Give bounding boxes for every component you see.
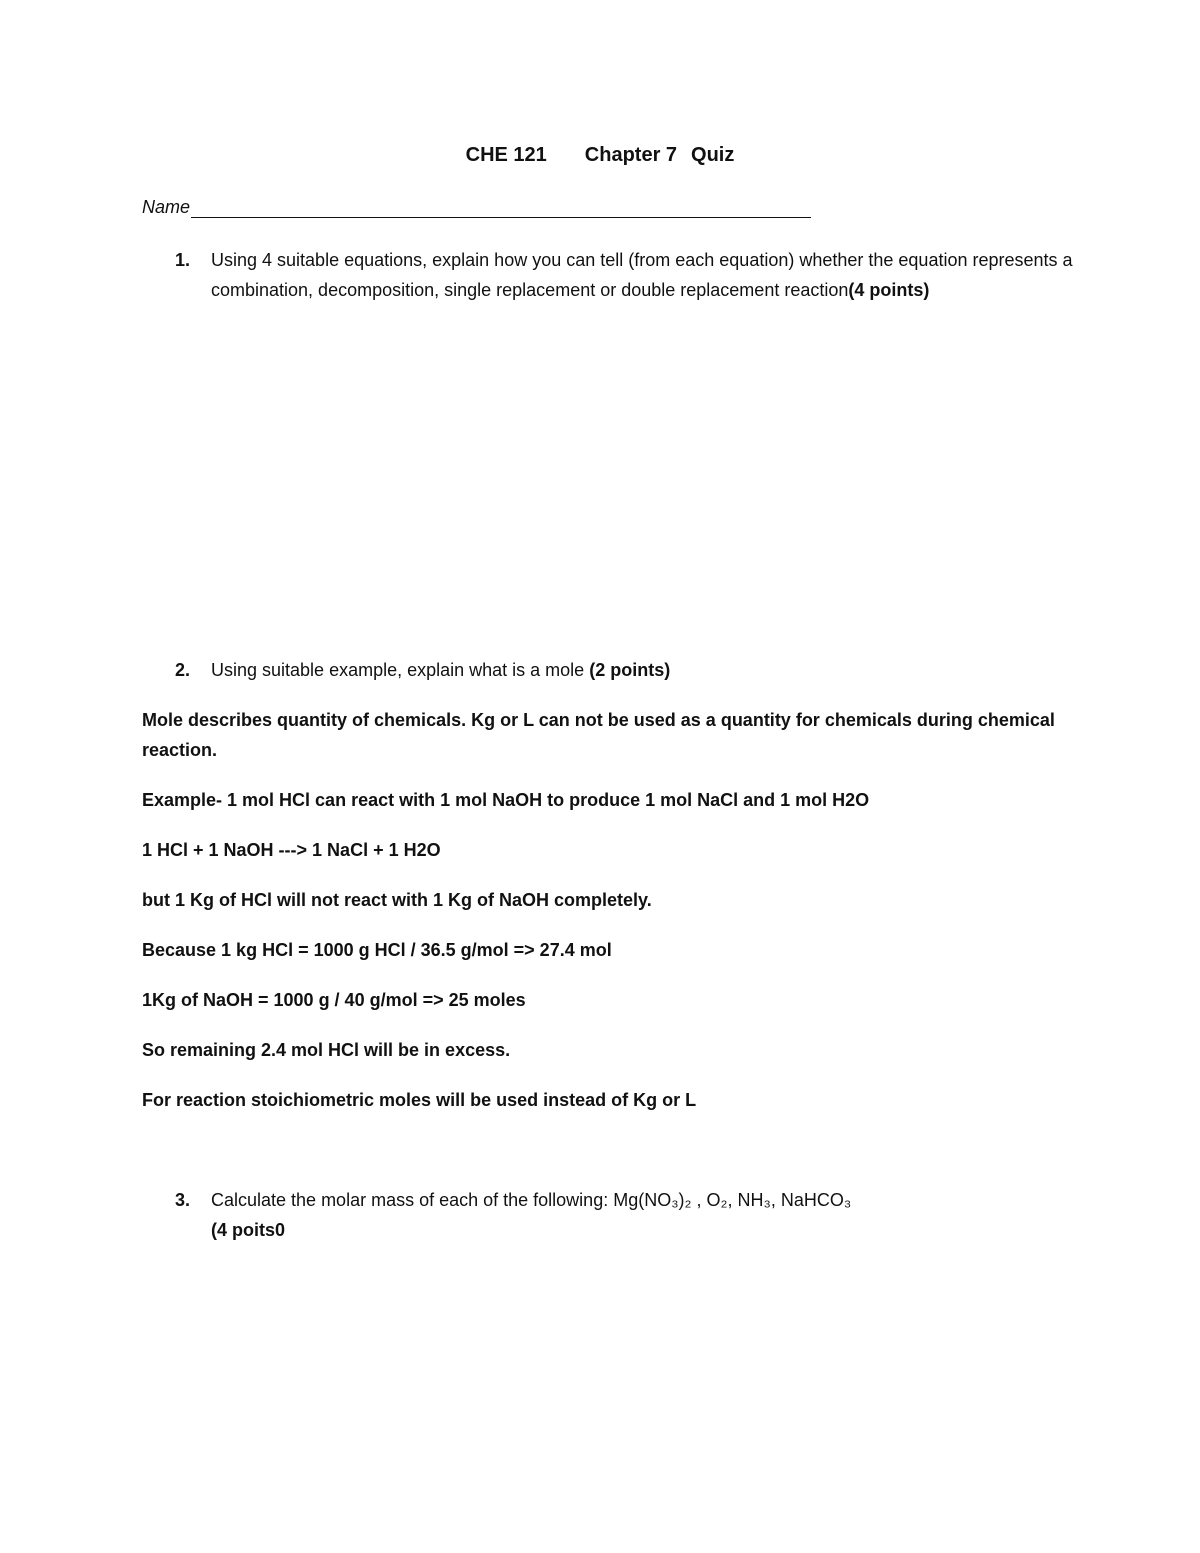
quiz-label: Quiz [691,144,735,166]
question-2-points: (2 points) [589,660,671,680]
answer-line: 1 HCl + 1 NaOH ---> 1 NaCl + 1 H2O [142,840,441,860]
question-text [211,655,1075,685]
name-blank-line[interactable] [191,199,811,218]
answer-line: but 1 Kg of HCl will not react with 1 Kg of NaOH completely. [142,890,652,910]
question-3-text: Calculate the molar mass of each of the following: Mg(NO₃)₂ , O₂, NH₃, NaHCO₃ [211,1190,852,1210]
question-number: 2. [175,660,191,680]
chapter-label: Chapter 7 [584,144,678,166]
question-3-points: (4 poits0 [211,1220,286,1240]
answer-line: Example- 1 mol HCl can react with 1 mol NaOH to produce 1 mol NaCl and 1 mol H2O [142,790,870,810]
question-1-text: Using 4 suitable equations, explain how you can tell (from each equation) whether the equation represents a combination, decomposition, single replacement or double replacement reaction [211,250,1073,300]
answer-line: Because 1 kg HCl = 1000 g HCl / 36.5 g/mol => 27.4 mol [142,940,612,960]
question-text [211,245,1075,305]
question-number: 3. [175,1190,191,1210]
question-text [211,1185,1075,1245]
answer-line: For reaction stoichiometric moles will be used instead of Kg or L [142,1090,697,1110]
name-field[interactable] [142,197,811,218]
question-3 [175,1185,1075,1245]
name-label: Name [142,197,191,217]
question-2-text: Using suitable example, explain what is a mole [211,660,590,680]
course-code: CHE 121 [465,144,547,166]
page-title [0,144,1200,167]
question-number: 1. [175,250,191,270]
question-1-points: (4 points) [848,280,930,300]
answer-line: 1Kg of NaOH = 1000 g / 40 g/mol => 25 moles [142,990,526,1010]
question-2 [175,655,1075,685]
answer-line: So remaining 2.4 mol HCl will be in excess. [142,1040,511,1060]
answer-line: Mole describes quantity of chemicals. Kg or L can not be used as a quantity for chemicals during chemical reaction. [142,710,1055,760]
question-1 [175,245,1075,305]
